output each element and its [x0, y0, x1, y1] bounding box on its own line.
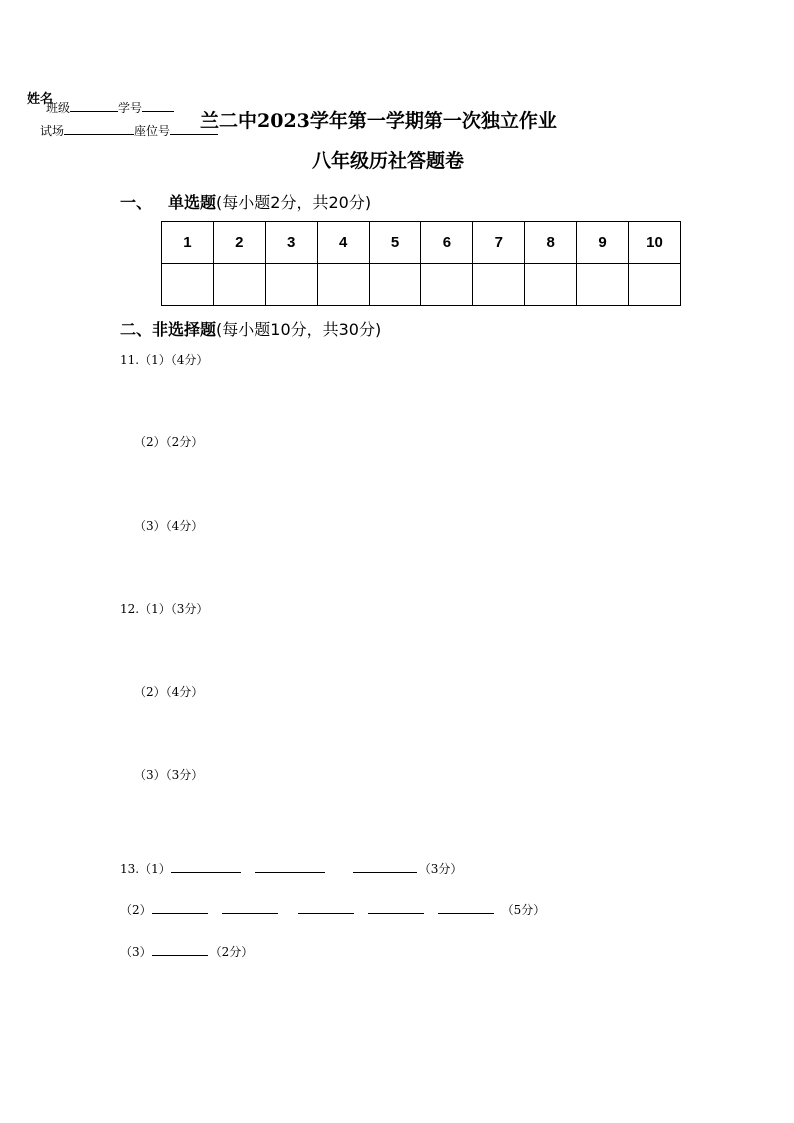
student-no-label: 学号 — [118, 101, 143, 115]
exam-room-label: 试场 — [40, 124, 65, 138]
q13-p3-score: （2分） — [209, 945, 254, 959]
grid-col-7: 7 — [473, 222, 525, 264]
q12-part2: （2）（4分） — [134, 685, 204, 699]
grid-col-1: 1 — [162, 222, 214, 264]
grid-col-4: 4 — [317, 222, 369, 264]
grid-col-5: 5 — [369, 222, 421, 264]
q11-part1: 11.（1）（4分） — [120, 353, 209, 367]
q13-p2-label: （2） — [120, 903, 152, 917]
q13-part1 — [120, 860, 462, 877]
answer-cell-6[interactable] — [421, 264, 473, 306]
answer-cell-1[interactable] — [162, 264, 214, 306]
q13-p3-label: （3） — [120, 945, 152, 959]
answer-cell-3[interactable] — [265, 264, 317, 306]
grid-col-10: 10 — [629, 222, 681, 264]
grid-col-3: 3 — [265, 222, 317, 264]
section2-heading — [120, 317, 381, 340]
grid-header-row — [162, 222, 681, 264]
grid-col-9: 9 — [577, 222, 629, 264]
grid-col-6: 6 — [421, 222, 473, 264]
answer-cell-10[interactable] — [629, 264, 681, 306]
class-label: 班级 — [46, 101, 71, 115]
answer-cell-2[interactable] — [213, 264, 265, 306]
answer-cell-9[interactable] — [577, 264, 629, 306]
grid-col-8: 8 — [525, 222, 577, 264]
grid-answer-row — [162, 264, 681, 306]
section1-note: (每小题2分，共20分) — [216, 193, 372, 212]
q13-p1-label: 13.（1） — [120, 862, 171, 876]
section1-label: 单选题 — [168, 193, 217, 212]
q13-p1-blank-1[interactable] — [171, 860, 241, 873]
q13-part3 — [120, 943, 253, 960]
page-title: 兰二中2023学年第一学期第一次独立作业 — [200, 110, 557, 132]
q13-p2-blank-5[interactable] — [438, 901, 494, 914]
class-field[interactable] — [46, 99, 174, 116]
q11-part2: （2）（2分） — [134, 435, 204, 449]
q13-p2-blank-2[interactable] — [222, 901, 278, 914]
answer-cell-8[interactable] — [525, 264, 577, 306]
q13-p3-blank-1[interactable] — [152, 943, 208, 956]
section1-heading — [120, 190, 371, 213]
answer-cell-5[interactable] — [369, 264, 421, 306]
q13-p2-blank-3[interactable] — [298, 901, 354, 914]
answer-cell-7[interactable] — [473, 264, 525, 306]
name-label: 姓名 — [27, 92, 54, 107]
q13-p2-blank-4[interactable] — [368, 901, 424, 914]
section2-note: (每小题10分，共30分) — [216, 320, 382, 339]
grid-col-2: 2 — [213, 222, 265, 264]
q13-p1-blank-2[interactable] — [255, 860, 325, 873]
section1-number: 一、 — [120, 193, 153, 212]
answer-cell-4[interactable] — [317, 264, 369, 306]
choice-answer-grid — [161, 221, 681, 306]
page-subtitle: 八年级历社答题卷 — [312, 150, 465, 172]
q11-part3: （3）（4分） — [134, 519, 204, 533]
q13-p1-score: （3分） — [418, 862, 463, 876]
q13-p2-score: （5分） — [501, 903, 546, 917]
section2-label: 二、非选择题 — [120, 320, 217, 339]
q13-p2-blank-1[interactable] — [152, 901, 208, 914]
exam-room-field[interactable] — [40, 122, 218, 139]
q12-part1: 12.（1）（3分） — [120, 602, 209, 616]
q13-p1-blank-3[interactable] — [353, 860, 417, 873]
seat-no-label: 座位号 — [134, 124, 171, 138]
q13-part2 — [120, 901, 545, 918]
q12-part3: （3）（3分） — [134, 768, 204, 782]
